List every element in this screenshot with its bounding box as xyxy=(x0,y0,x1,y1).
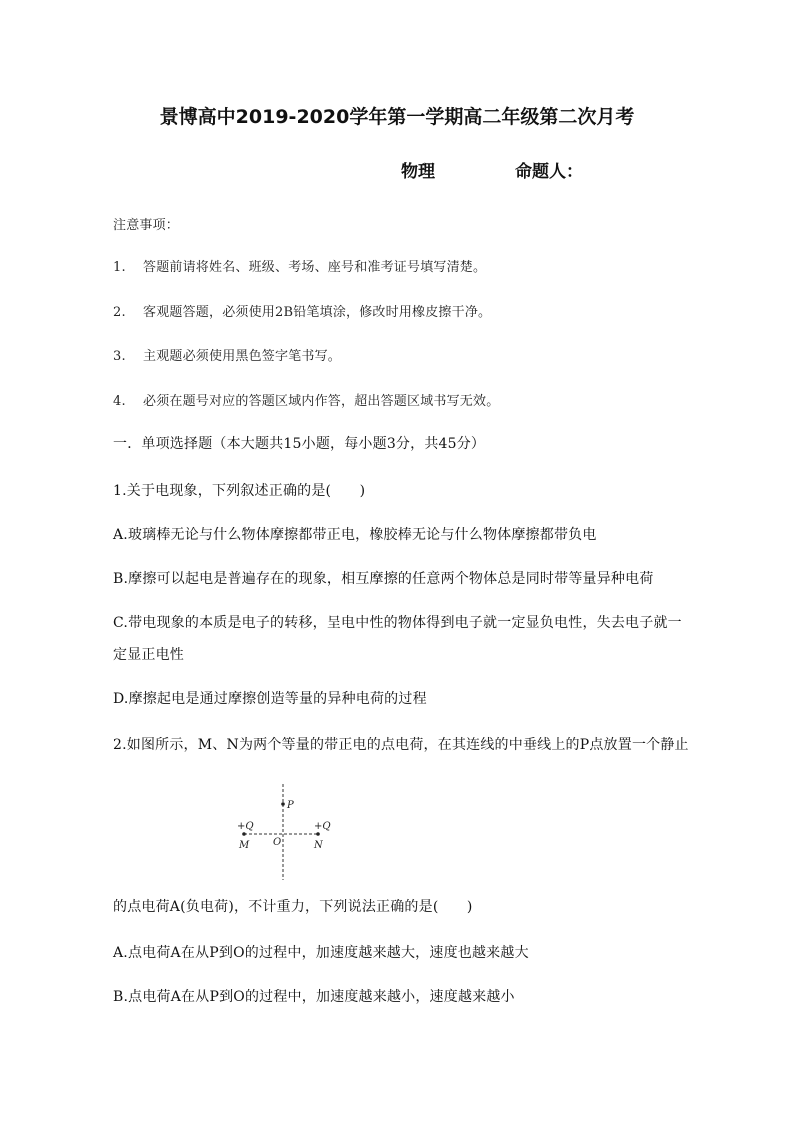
notice-item-text: 必须在题号对应的答题区域内作答，超出答题区域书写无效。 xyxy=(143,394,500,409)
question-1-option-b: B.摩擦可以起电是普遍存在的现象，相互摩擦的任意两个物体总是同时带等量异种电荷 xyxy=(113,571,654,587)
point-p-dot xyxy=(281,802,285,806)
charge-diagram xyxy=(230,782,340,882)
question-1-stem: 1.关于电现象，下列叙述正确的是( ) xyxy=(113,483,366,499)
notice-item-number: 1. xyxy=(113,260,126,275)
question-1-option-c-line2: 定显正电性 xyxy=(113,647,184,663)
label-m: M xyxy=(239,840,250,851)
notice-item-text: 主观题必须使用黑色签字笔书写。 xyxy=(143,349,342,364)
label-o: O xyxy=(273,837,282,848)
notice-item xyxy=(113,348,341,366)
notice-heading: 注意事项： xyxy=(113,218,180,233)
question-1-option-d: D.摩擦起电是通过摩擦创造等量的异种电荷的过程 xyxy=(113,691,427,707)
charge-m-dot xyxy=(242,832,246,836)
question-2-stem-line2: 的点电荷A(负电荷)，不计重力，下列说法正确的是( ) xyxy=(113,899,473,915)
exam-title: 景博高中2019-2020学年第一学期高二年级第二次月考 xyxy=(159,106,635,128)
author-label: 命题人： xyxy=(515,162,583,182)
question-1-option-a: A.玻璃棒无论与什么物体摩擦都带正电，橡胶棒无论与什么物体摩擦都带负电 xyxy=(113,527,597,543)
notice-item xyxy=(113,304,491,322)
question-1-option-c-line1: C.带电现象的本质是电子的转移，呈电中性的物体得到电子就一定显负电性，失去电子就一 xyxy=(113,615,682,631)
charge-diagram-svg xyxy=(230,782,340,882)
notice-item-text: 答题前请将姓名、班级、考场、座号和准考证号填写清楚。 xyxy=(143,260,487,275)
notice-item-number: 3. xyxy=(113,349,126,364)
subject-label: 物理 xyxy=(401,162,435,182)
charge-n-dot xyxy=(316,832,320,836)
notice-item-number: 4. xyxy=(113,394,126,409)
notice-item-number: 2. xyxy=(113,305,126,320)
notice-item xyxy=(113,259,486,277)
notice-item xyxy=(113,393,499,411)
label-n: N xyxy=(314,840,323,851)
question-2-stem-line1: 2.如图所示，M、N为两个等量的带正电的点电荷，在其连线的中垂线上的P点放置一个静止 xyxy=(113,737,689,753)
label-p: P xyxy=(287,800,294,811)
notice-item-text: 客观题答题，必须使用2B铅笔填涂，修改时用橡皮擦干净。 xyxy=(143,305,492,320)
label-charge-left: +Q xyxy=(237,821,254,832)
label-charge-right: +Q xyxy=(314,821,331,832)
section-heading: 一．单项选择题（本大题共15小题，每小题3分，共45分） xyxy=(113,436,486,452)
question-2-option-a: A.点电荷A在从P到O的过程中，加速度越来越大，速度也越来越大 xyxy=(113,945,529,961)
question-2-option-b: B.点电荷A在从P到O的过程中，加速度越来越小，速度越来越小 xyxy=(113,989,515,1005)
